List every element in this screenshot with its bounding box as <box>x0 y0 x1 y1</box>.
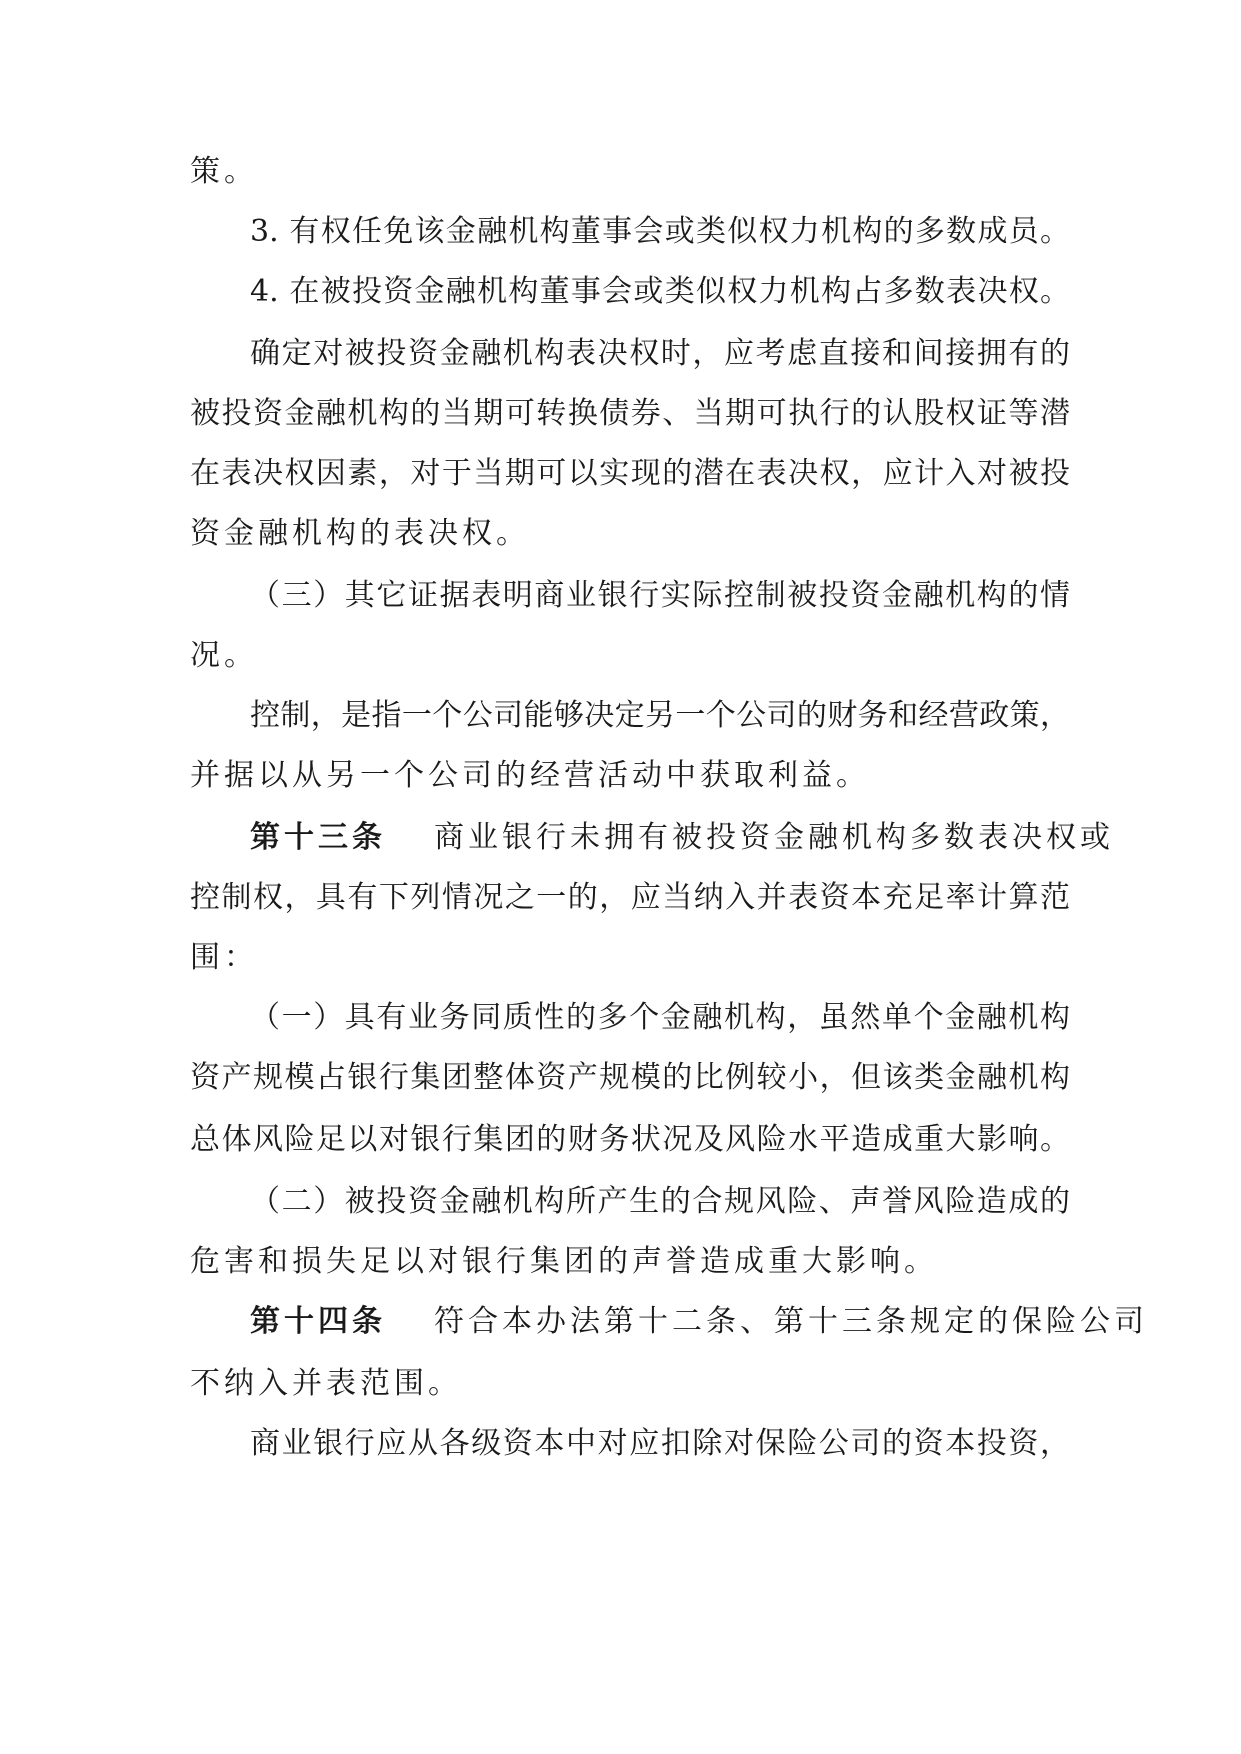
article-13-text: 商业银行未拥有被投资金融机构多数表决权或 <box>434 820 1114 855</box>
text-line: 3. 有权任免该金融机构董事会或类似权力机构的多数成员。 <box>250 214 1070 249</box>
text-line: 控制权，具有下列情况之一的，应当纳入并表资本充足率计算范 <box>190 880 1070 915</box>
text-line: 商业银行应从各级资本中对应扣除对保险公司的资本投资， <box>250 1426 1070 1461</box>
text-line: 被投资金融机构的当期可转换债券、当期可执行的认股权证等潜 <box>190 396 1070 431</box>
text-line: （三）其它证据表明商业银行实际控制被投资金融机构的情 <box>250 578 1070 613</box>
text-line: 4. 在被投资金融机构董事会或类似权力机构占多数表决权。 <box>250 274 1070 309</box>
text-line: 策。 <box>190 154 258 189</box>
text-line: 在表决权因素，对于当期可以实现的潜在表决权，应计入对被投 <box>190 456 1070 491</box>
article-14-text: 符合本办法第十二条、第十三条规定的保险公司 <box>434 1304 1148 1339</box>
text-line: 况。 <box>190 638 258 673</box>
article-13-line <box>250 818 1114 858</box>
text-line: （二）被投资金融机构所产生的合规风险、声誉风险造成的 <box>250 1184 1070 1219</box>
article-14-label: 第十四条 <box>250 1304 386 1339</box>
text-line: 危害和损失足以对银行集团的声誉造成重大影响。 <box>190 1244 938 1279</box>
text-line: 资产规模占银行集团整体资产规模的比例较小，但该类金融机构 <box>190 1060 1070 1095</box>
article-14-line <box>250 1302 1148 1342</box>
text-line: 控制，是指一个公司能够决定另一个公司的财务和经营政策， <box>250 698 1070 733</box>
article-13-label: 第十三条 <box>250 820 386 855</box>
text-line: 总体风险足以对银行集团的财务状况及风险水平造成重大影响。 <box>190 1122 1070 1157</box>
text-line: 围： <box>190 940 258 975</box>
text-line: 确定对被投资金融机构表决权时，应考虑直接和间接拥有的 <box>250 336 1070 371</box>
text-line: （一）具有业务同质性的多个金融机构，虽然单个金融机构 <box>250 1000 1070 1035</box>
text-line: 不纳入并表范围。 <box>190 1366 462 1401</box>
text-line: 资金融机构的表决权。 <box>190 516 530 551</box>
text-line: 并据以从另一个公司的经营活动中获取利益。 <box>190 758 870 793</box>
